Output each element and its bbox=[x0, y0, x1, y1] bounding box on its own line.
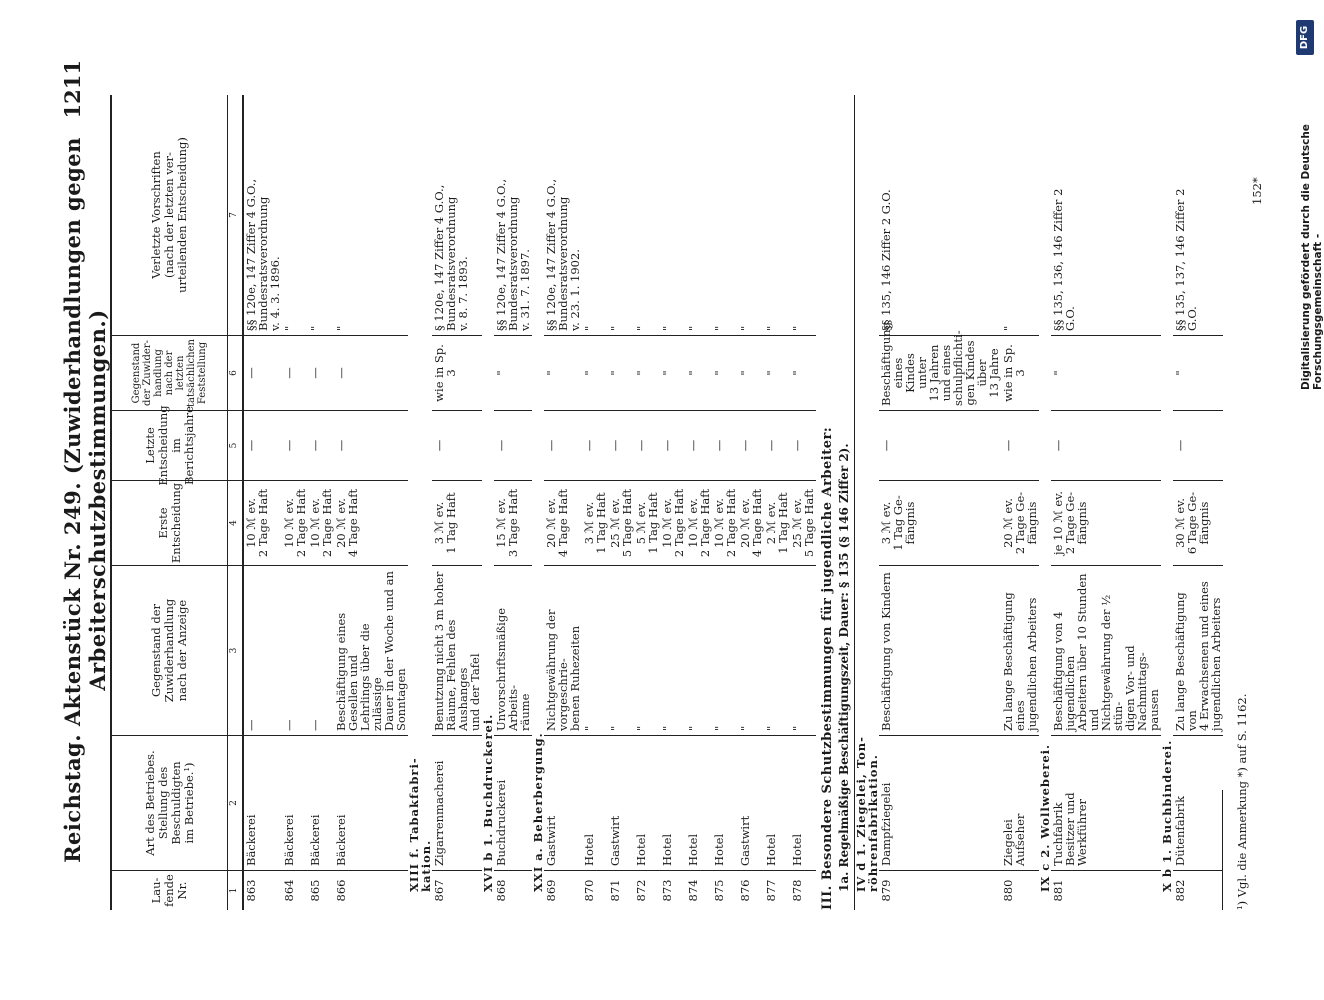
letzte-entscheidung-cell: — bbox=[282, 410, 308, 480]
feststellung-cell: wie in Sp. 3 bbox=[432, 335, 482, 410]
section-heading: XVI b 1. Buchdruckerei. bbox=[481, 713, 495, 892]
table-row bbox=[1001, 95, 1039, 910]
table-row bbox=[1173, 95, 1223, 910]
signature-mark: 152* bbox=[1250, 177, 1264, 205]
col-number: 7 bbox=[229, 212, 239, 218]
vorschriften-cell: " bbox=[712, 325, 726, 331]
letzte-entscheidung-cell: — bbox=[308, 410, 334, 480]
gegenstand-cell: " bbox=[764, 565, 790, 735]
section-heading: X b 1. Buchbinderei. bbox=[1160, 739, 1174, 892]
betrieb-cell: Hotel bbox=[660, 735, 686, 870]
erste-entscheidung-cell: 10 ℳ ev. 2 Tage Haft bbox=[712, 480, 738, 565]
gegenstand-cell: Nichtgewährung der vorgeschrie- benen Ruhezeiten bbox=[544, 565, 582, 735]
section-heading: IV d 1. Ziegelei, Ton- röhrenfabrikation. bbox=[854, 736, 880, 892]
gegenstand-cell: Zu lange Beschäftigung eines jugendlichen Arbeiters bbox=[1001, 565, 1039, 735]
header-erste-entscheidung bbox=[112, 480, 227, 565]
digitization-note: Digitalisierung gefördert durch die Deutsche Forschungsgemeinschaft - bbox=[1300, 124, 1324, 390]
row-number: 876 bbox=[738, 870, 764, 910]
feststellung-cell: — bbox=[334, 335, 408, 410]
gegenstand-cell: — bbox=[244, 565, 282, 735]
col-number: 3 bbox=[228, 565, 242, 735]
erste-entscheidung-cell: 2 ℳ ev. 1 Tag Haft bbox=[764, 480, 790, 565]
vorschriften-cell: " bbox=[282, 325, 296, 331]
vorschriften-cell: §§ 120e, 147 Ziffer 4 G.O., Bundesratsverordnung v. 23. 1. 1902. bbox=[544, 178, 582, 331]
feststellung-cell: wie in Sp. 3 bbox=[1001, 335, 1039, 410]
betrieb-cell: Hotel bbox=[712, 735, 738, 870]
feststellung-cell: " bbox=[608, 335, 634, 410]
header-label: Letzte Entscheidung im Berichtsjahre bbox=[142, 405, 196, 486]
letzte-entscheidung-cell: — bbox=[608, 410, 634, 480]
betrieb-cell: Hotel bbox=[764, 735, 790, 870]
col-number: 6 bbox=[228, 335, 242, 410]
letzte-entscheidung-cell: — bbox=[244, 410, 282, 480]
table-row bbox=[634, 95, 660, 910]
table-row bbox=[432, 95, 482, 910]
table-row bbox=[494, 95, 532, 910]
header-laufende-nr bbox=[112, 870, 227, 910]
table-row bbox=[544, 95, 582, 910]
row-number: 879 bbox=[879, 870, 1001, 910]
betrieb-cell: Dampfziegelei bbox=[879, 735, 1001, 870]
erste-entscheidung-cell: 5 ℳ ev. 1 Tag Haft bbox=[634, 480, 660, 565]
feststellung-cell: " bbox=[660, 335, 686, 410]
gegenstand-cell: " bbox=[608, 565, 634, 735]
letzte-entscheidung-cell: — bbox=[1173, 410, 1223, 480]
row-number: 872 bbox=[634, 870, 660, 910]
betrieb-cell: Gastwirt bbox=[544, 735, 582, 870]
page-number: 1211 bbox=[60, 60, 85, 119]
row-number: 864 bbox=[282, 870, 308, 910]
row-number: 870 bbox=[582, 870, 608, 910]
erste-entscheidung-cell: 3 ℳ ev. 1 Tag Haft bbox=[582, 480, 608, 565]
gegenstand-cell: Unvorschriftsmäßige Arbeits- räume bbox=[494, 565, 532, 735]
letzte-entscheidung-cell: — bbox=[494, 410, 532, 480]
footnote: ¹) Vgl. die Anmerkung *) auf S. 1162. bbox=[1235, 693, 1249, 910]
col-number: 1 bbox=[228, 870, 242, 910]
row-number: 865 bbox=[308, 870, 334, 910]
violations-table bbox=[110, 95, 1223, 910]
page-header bbox=[60, 60, 110, 940]
letzte-entscheidung-cell: — bbox=[432, 410, 482, 480]
feststellung-cell: " bbox=[634, 335, 660, 410]
row-number: 875 bbox=[712, 870, 738, 910]
letzte-entscheidung-cell: — bbox=[634, 410, 660, 480]
feststellung-cell: " bbox=[544, 335, 582, 410]
table-row bbox=[712, 95, 738, 910]
section-1a-heading: 1a. Regelmäßige Beschäftigungszeit, Dauer: § 135 (§ 146 Ziffer 2). bbox=[836, 95, 855, 910]
letzte-entscheidung-cell: — bbox=[1051, 410, 1161, 480]
digitization-strip bbox=[1290, 0, 1324, 1000]
gegenstand-cell: " bbox=[634, 565, 660, 735]
gegenstand-cell: " bbox=[790, 565, 816, 735]
row-number: 868 bbox=[494, 870, 532, 910]
erste-entscheidung-cell: 10 ℳ ev. 2 Tage Haft bbox=[244, 480, 282, 565]
letzte-entscheidung-cell: — bbox=[660, 410, 686, 480]
erste-entscheidung-cell: 25 ℳ ev. 5 Tage Haft bbox=[790, 480, 816, 565]
vorschriften-cell: " bbox=[582, 325, 596, 331]
vorschriften-cell: §§ 135, 136, 146 Ziffer 2 G.O. bbox=[1051, 188, 1077, 331]
betrieb-cell: Gastwirt bbox=[738, 735, 764, 870]
vorschriften-cell: §§ 120e, 147 Ziffer 4 G.O., Bundesratsverordnung v. 31. 7. 1897. bbox=[494, 178, 532, 331]
column-number-row bbox=[228, 95, 244, 910]
letzte-entscheidung-cell: — bbox=[334, 410, 408, 480]
section-heading: XIII f. Tabakfabri- kation. bbox=[407, 757, 433, 892]
row-number: 863 bbox=[244, 870, 282, 910]
letzte-entscheidung-cell: — bbox=[879, 410, 1001, 480]
feststellung-cell: — bbox=[282, 335, 308, 410]
row-number: 878 bbox=[790, 870, 816, 910]
erste-entscheidung-cell: 15 ℳ ev. 3 Tage Haft bbox=[494, 480, 532, 565]
feststellung-cell: " bbox=[582, 335, 608, 410]
betrieb-cell: Bäckerei bbox=[334, 735, 408, 870]
gegenstand-cell: Beschäftigung von Kindern bbox=[879, 565, 1001, 735]
vorschriften-cell: " bbox=[764, 325, 778, 331]
row-number: 880 bbox=[1001, 870, 1039, 910]
letzte-entscheidung-cell: — bbox=[738, 410, 764, 480]
feststellung-cell: " bbox=[738, 335, 764, 410]
header-label: Erste Entscheidung bbox=[155, 482, 183, 564]
erste-entscheidung-cell: 10 ℳ ev. 2 Tage Haft bbox=[282, 480, 308, 565]
header-art-des-betriebes bbox=[112, 735, 227, 870]
vorschriften-cell: " bbox=[790, 325, 804, 331]
header-label: Art des Betriebes. Stellung des Beschuldigten im Betriebe.¹) bbox=[142, 750, 196, 856]
betrieb-cell: Hotel bbox=[582, 735, 608, 870]
table-row bbox=[790, 95, 816, 910]
vorschriften-cell: " bbox=[308, 325, 322, 331]
header-label: Lau- fende Nr. bbox=[149, 874, 189, 907]
table-row bbox=[738, 95, 764, 910]
vorschriften-cell: " bbox=[660, 325, 674, 331]
row-number: 874 bbox=[686, 870, 712, 910]
betrieb-cell: Dütenfabrik bbox=[1173, 735, 1223, 870]
row-number: 867 bbox=[432, 870, 482, 910]
header-vorschriften bbox=[112, 95, 227, 335]
section-iii-heading: III. Besondere Schutzbestimmungen für jugendliche Arbeiter: bbox=[820, 426, 835, 910]
table-row bbox=[764, 95, 790, 910]
erste-entscheidung-cell: 10 ℳ ev. 2 Tage Haft bbox=[660, 480, 686, 565]
vorschriften-cell: §§ 135, 137, 146 Ziffer 2 G.O. bbox=[1173, 188, 1199, 331]
gegenstand-cell: Beschäftigung von 4 jugendlichen Arbeitern über 10 Stunden und Nichtgewährung der ½ stün- digen Vor- und Nachmittags- pausen bbox=[1051, 565, 1161, 735]
gegenstand-cell: — bbox=[308, 565, 334, 735]
gegenstand-cell: " bbox=[738, 565, 764, 735]
section-heading: IX c 2. Wollweberei. bbox=[1038, 743, 1052, 892]
dfg-logo: DFG bbox=[1296, 20, 1314, 55]
betrieb-cell: Hotel bbox=[790, 735, 816, 870]
erste-entscheidung-cell: 30 ℳ ev. 6 Tage Ge- fängnis bbox=[1173, 480, 1223, 565]
feststellung-cell: " bbox=[764, 335, 790, 410]
erste-entscheidung-cell: 3 ℳ ev. 1 Tag Haft bbox=[432, 480, 482, 565]
erste-entscheidung-cell: 20 ℳ ev. 4 Tage Haft bbox=[544, 480, 582, 565]
vorschriften-cell: §§ 120e, 147 Ziffer 4 G.O., Bundesratsverordnung v. 4. 3. 1896. bbox=[244, 178, 282, 331]
feststellung-cell: " bbox=[1051, 335, 1161, 410]
gegenstand-cell: Beschäftigung eines Gesellen und Lehrlings über die zulässige Dauer in der Woche und an Sonntagen bbox=[334, 565, 408, 735]
row-number: 881 bbox=[1051, 870, 1161, 910]
feststellung-cell: " bbox=[1173, 335, 1223, 410]
betrieb-cell: Hotel bbox=[686, 735, 712, 870]
col-number: 2 bbox=[228, 735, 242, 870]
header-label: Gegenstand der Zuwider- handlung nach der letzten tatsächlichen Feststellung bbox=[131, 339, 208, 407]
erste-entscheidung-cell: 20 ℳ ev. 4 Tage Haft bbox=[334, 480, 408, 565]
page-title: Reichstag. Aktenstück Nr. 249. (Zuwiderhandlungen gegen Arbeiterschutzbestimmungen.) bbox=[60, 137, 110, 863]
row-number: 877 bbox=[764, 870, 790, 910]
letzte-entscheidung-cell: — bbox=[544, 410, 582, 480]
gegenstand-cell: " bbox=[686, 565, 712, 735]
header-letzte-entscheidung bbox=[112, 405, 227, 486]
table-row bbox=[582, 95, 608, 910]
row-number: 871 bbox=[608, 870, 634, 910]
row-number: 873 bbox=[660, 870, 686, 910]
erste-entscheidung-cell: 20 ℳ ev. 4 Tage Haft bbox=[738, 480, 764, 565]
erste-entscheidung-cell: 20 ℳ ev. 2 Tage Ge- fängnis bbox=[1001, 480, 1039, 565]
header-label: Gegenstand der Zuwiderhandlung nach der Anzeige bbox=[149, 598, 189, 703]
erste-entscheidung-cell: 25 ℳ ev. 5 Tage Haft bbox=[608, 480, 634, 565]
betrieb-cell: Bäckerei bbox=[244, 735, 282, 870]
footnote-rule bbox=[1222, 790, 1223, 910]
gegenstand-cell: — bbox=[282, 565, 308, 735]
feststellung-cell: " bbox=[686, 335, 712, 410]
table-header bbox=[110, 95, 228, 910]
vorschriften-cell: " bbox=[738, 325, 752, 331]
letzte-entscheidung-cell: — bbox=[790, 410, 816, 480]
erste-entscheidung-cell: 10 ℳ ev. 2 Tage Haft bbox=[686, 480, 712, 565]
table-row bbox=[244, 95, 282, 910]
betrieb-cell: Buchdruckerei bbox=[494, 735, 532, 870]
letzte-entscheidung-cell: — bbox=[1001, 410, 1039, 480]
table-row bbox=[879, 95, 1001, 910]
header-gegenstand bbox=[112, 565, 227, 735]
col-number: 4 bbox=[228, 480, 242, 565]
feststellung-cell: — bbox=[244, 335, 282, 410]
vorschriften-cell: " bbox=[334, 325, 348, 331]
feststellung-cell: " bbox=[494, 335, 532, 410]
letzte-entscheidung-cell: — bbox=[712, 410, 738, 480]
vorschriften-cell: " bbox=[634, 325, 648, 331]
erste-entscheidung-cell: 3 ℳ ev. 1 Tag Ge- fängnis bbox=[879, 480, 1001, 565]
header-letzte-feststellung bbox=[112, 335, 227, 410]
erste-entscheidung-cell: 10 ℳ ev. 2 Tage Haft bbox=[308, 480, 334, 565]
table-body bbox=[244, 95, 1223, 910]
vorschriften-cell: §§ 135, 146 Ziffer 2 G.O. bbox=[879, 189, 893, 331]
row-number: 866 bbox=[334, 870, 408, 910]
gegenstand-cell: Zu lange Beschäftigung von 4 Erwachsenen und eines jugendlichen Arbeiters bbox=[1173, 565, 1223, 735]
betrieb-cell: Gastwirt bbox=[608, 735, 634, 870]
col-number: 5 bbox=[228, 410, 242, 480]
table-row bbox=[608, 95, 634, 910]
gegenstand-cell: " bbox=[660, 565, 686, 735]
vorschriften-cell: " bbox=[686, 325, 700, 331]
row-number: 869 bbox=[544, 870, 582, 910]
feststellung-cell: — bbox=[308, 335, 334, 410]
table-row bbox=[334, 95, 408, 910]
table-row bbox=[686, 95, 712, 910]
gegenstand-cell: " bbox=[712, 565, 738, 735]
betrieb-cell: Ziegelei Aufseher bbox=[1001, 735, 1039, 870]
row-number: 882 bbox=[1173, 870, 1223, 910]
vorschriften-cell: " bbox=[608, 325, 622, 331]
betrieb-cell: Bäckerei bbox=[308, 735, 334, 870]
betrieb-cell: Zigarrenmacherei bbox=[432, 735, 482, 870]
letzte-entscheidung-cell: — bbox=[582, 410, 608, 480]
letzte-entscheidung-cell: — bbox=[764, 410, 790, 480]
table-row bbox=[660, 95, 686, 910]
letzte-entscheidung-cell: — bbox=[686, 410, 712, 480]
gegenstand-cell: Benutzung nicht 3 m hoher Räume, Fehlen des Aushanges und der Tafel bbox=[432, 565, 482, 735]
table-row bbox=[308, 95, 334, 910]
erste-entscheidung-cell: je 10 ℳ ev. 2 Tage Ge- fängnis bbox=[1051, 480, 1161, 565]
vorschriften-cell: " bbox=[1001, 325, 1015, 331]
feststellung-cell: Beschäftigung eines Kindes unter 13 Jahren und eines schulpflichti- gen Kindes über 13 Jahre bbox=[879, 335, 1001, 410]
header-label: Verletzte Vorschriften (nach der letzten ver- urteilenden Entscheidung) bbox=[149, 137, 189, 293]
betrieb-cell: Tuchfabrik Besitzer und Werkführer bbox=[1051, 735, 1161, 870]
gegenstand-cell: " bbox=[582, 565, 608, 735]
section-heading: XXI a. Beherbergung. bbox=[531, 732, 545, 892]
betrieb-cell: Hotel bbox=[634, 735, 660, 870]
table-row bbox=[1051, 95, 1161, 910]
feststellung-cell: " bbox=[712, 335, 738, 410]
betrieb-cell: Bäckerei bbox=[282, 735, 308, 870]
feststellung-cell: " bbox=[790, 335, 816, 410]
table-row bbox=[282, 95, 308, 910]
vorschriften-cell: § 120e, 147 Ziffer 4 G.O., Bundesratsverordnung v. 8. 7. 1893. bbox=[432, 184, 470, 331]
